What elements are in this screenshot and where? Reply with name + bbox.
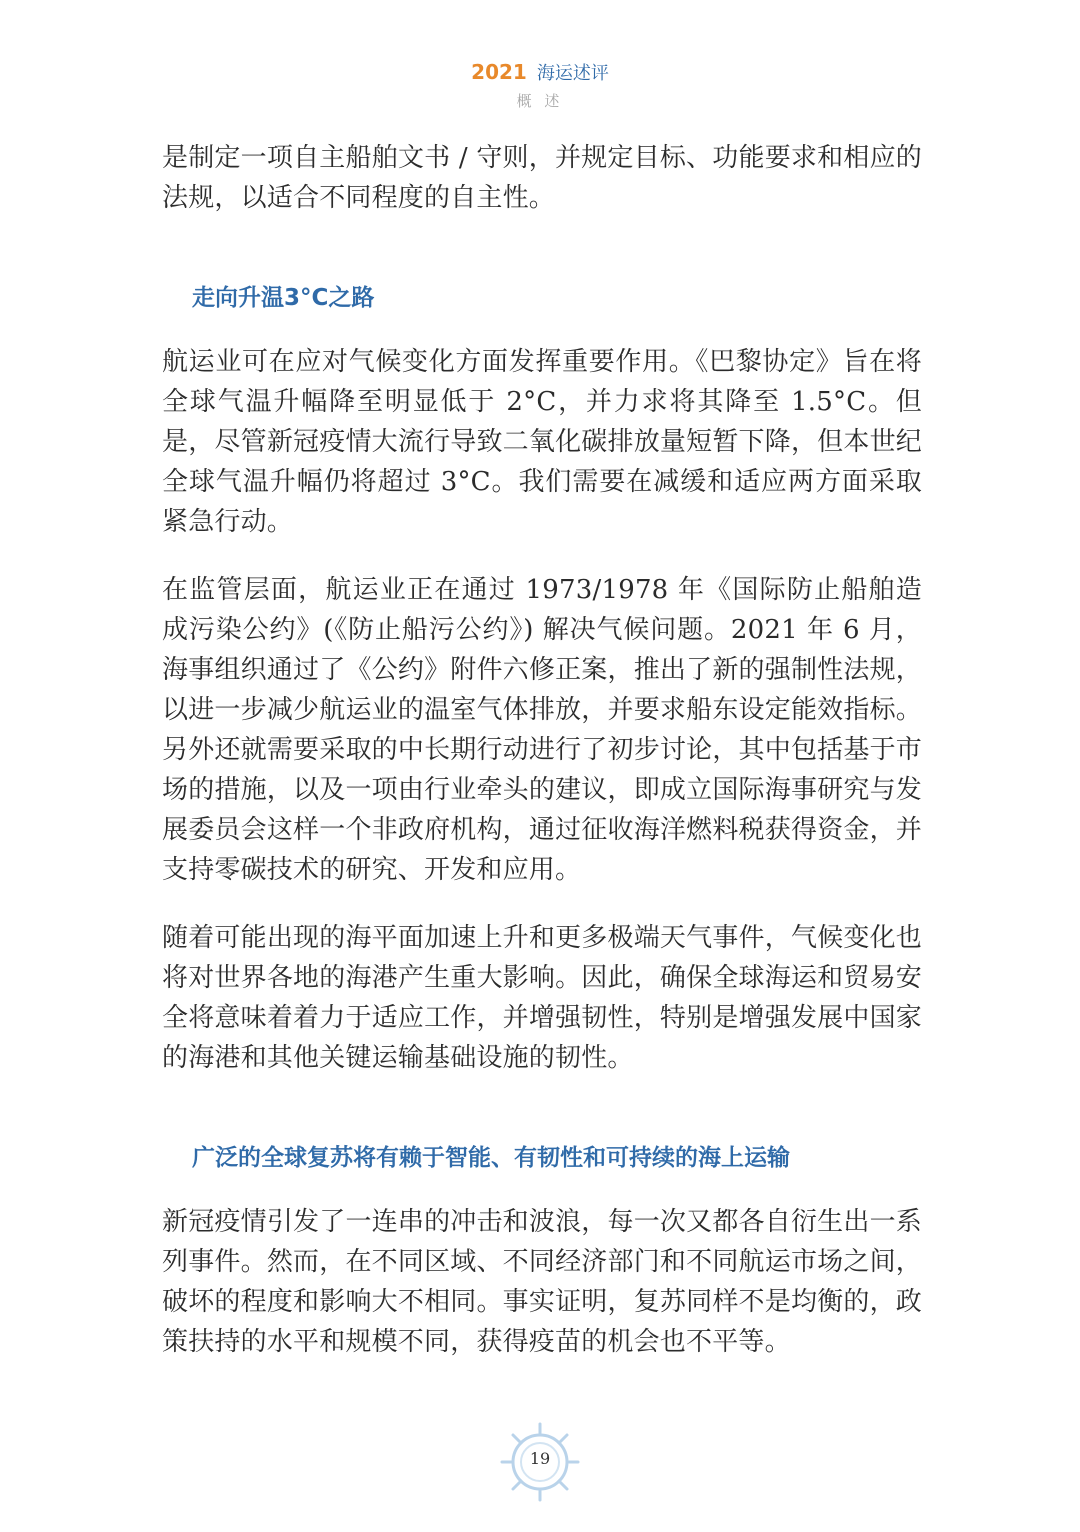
page-header [0,58,1080,113]
page-number: 19 [529,1449,551,1468]
section-heading-recovery: 广泛的全球复苏将有赖于智能、有韧性和可持续的海上运输 [192,1145,790,1171]
document-body [162,138,922,1362]
paragraph-climate-role: 航运业可在应对气候变化方面发挥重要作用。《巴黎协定》旨在将全球气温升幅降至明显低于 2°C，并力求将其降至 1.5°C。但是，尽管新冠疫情大流行导致二氧化碳排放量短暂下降，但本世纪全球气温升幅仍将超过 3°C。我们需要在减缓和适应两方面采取紧急行动。 [162,347,922,537]
paragraph-continuation: 是制定一项自主船舶文书 / 守则，并规定目标、功能要求和相应的法规，以适合不同程度的自主性。 [162,143,922,213]
paragraph-ports-resilience: 随着可能出现的海平面加速上升和更多极端天气事件，气候变化也将对世界各地的海港产生重大影响。因此，确保全球海运和贸易安全将意味着着力于适应工作，并增强韧性，特别是增强发展中国家的海港和其他关键运输基础设施的韧性。 [162,923,922,1073]
header-title-line [0,58,1080,88]
paragraph-regulation: 在监管层面，航运业正在通过 1973/1978 年《国际防止船舶造成污染公约》(《防止船污公约》) 解决气候问题。2021 年 6 月，海事组织通过了《公约》附件六修正案，推出了新的强制性法规，以进一步减少航运业的温室气体排放，并要求船东设定能效指标。另外还就需要采取的中长期行动进行了初步讨论，其中包括基于市场的措施，以及一项由行业牵头的建议，即成立国际海事研究与发展委员会这样一个非政府机构，通过征收海洋燃料税获得资金，并支持零碳技术的研究、开发和应用。 [162,575,922,885]
page-footer [490,1421,590,1503]
header-year: 2021 [471,60,527,84]
section-heading-climate: 走向升温3°C之路 [192,285,375,311]
header-title: 海运述评 [536,63,609,84]
paragraph-covid-impact: 新冠疫情引发了一连串的冲击和波浪，每一次又都各自衍生出一系列事件。然而，在不同区域、不同经济部门和不同航运市场之间，破坏的程度和影响大不相同。事实证明，复苏同样不是均衡的，政策扶持的水平和规模不同，获得疫苗的机会也不平等。 [162,1207,922,1357]
header-section: 概 述 [516,92,564,110]
